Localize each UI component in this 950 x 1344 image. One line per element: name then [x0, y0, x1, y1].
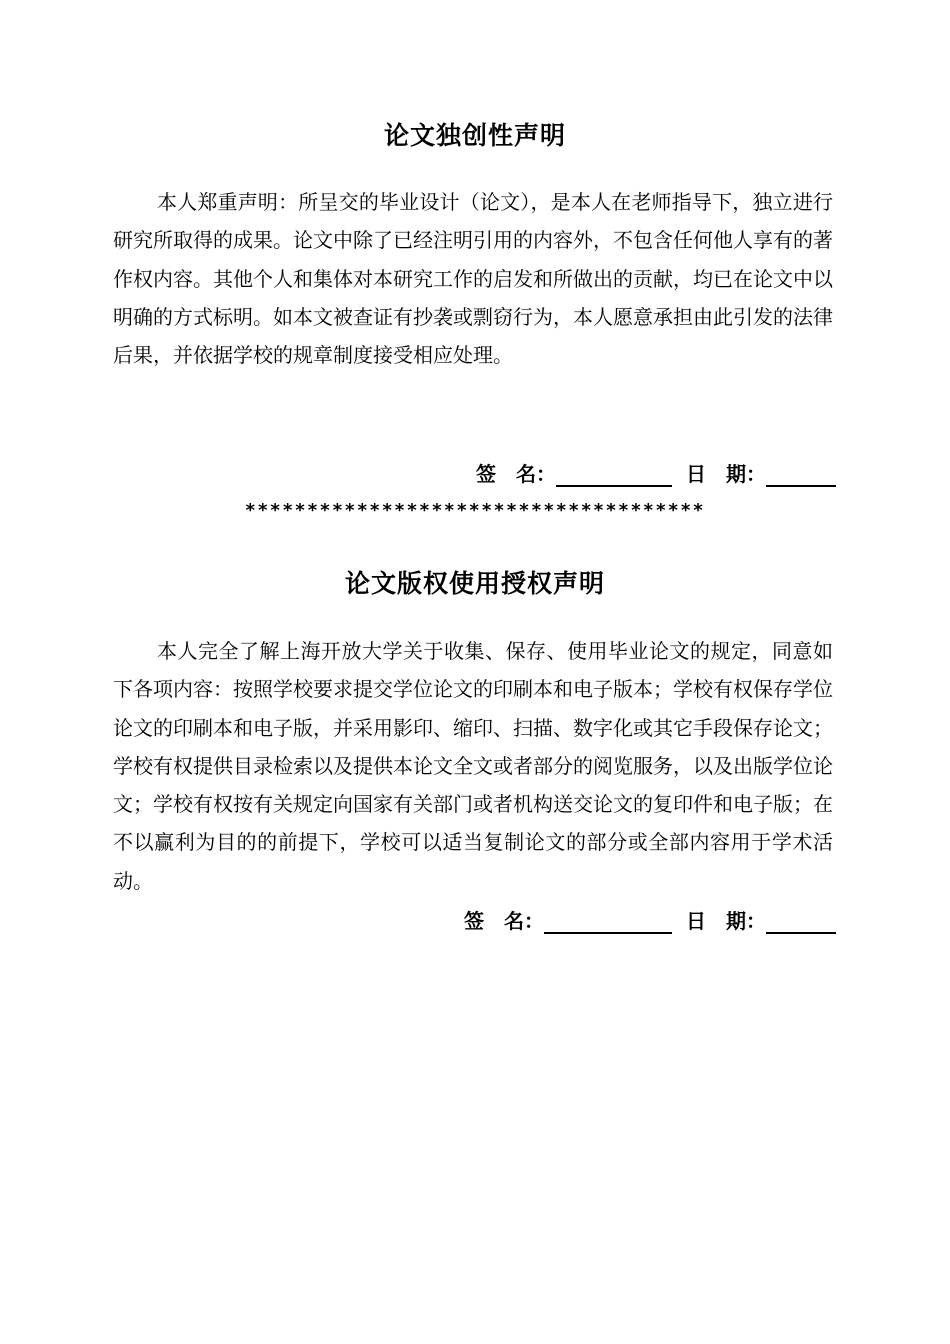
separator-stars: *************************************	[244, 500, 706, 521]
date-blank	[766, 912, 836, 934]
originality-title: 论文独创性声明	[383, 121, 566, 150]
copyright-signature-line	[464, 905, 836, 934]
originality-signature-line	[476, 458, 836, 487]
sign-blank	[556, 465, 672, 487]
date-label: 日 期：	[686, 462, 766, 486]
date-blank	[766, 465, 836, 487]
sign-blank	[544, 912, 672, 934]
sign-label: 签 名：	[464, 909, 544, 933]
sign-label: 签 名：	[476, 462, 556, 486]
originality-body: 本人郑重声明：所呈交的毕业设计（论文），是本人在老师指导下，独立进行研究所取得的成果。论文中除了已经注明引用的内容外，不包含任何他人享有的著作权内容。其他个人和集体对本研究工作的启发和所做出的贡献，均已在论文中以明确的方式标明。如本文被查证有抄袭或剽窃行为，本人愿意承担由此引发的法律后果，并依据学校的规章制度接受相应处理。	[113, 190, 833, 368]
date-label: 日 期：	[686, 909, 766, 933]
copyright-body: 本人完全了解上海开放大学关于收集、保存、使用毕业论文的规定，同意如下各项内容：按照学校要求提交学位论文的印刷本和电子版本；学校有权保存学位论文的印刷本和电子版，并采用影印、缩印、扫描、数字化或其它手段保存论文；学校有权提供目录检索以及提供本论文全文或者部分的阅览服务，以及出版学位论文；学校有权按有关规定向国家有关部门或者机构送交论文的复印件和电子版；在不以赢利为目的的前提下，学校可以适当复制论文的部分或全部内容用于学术活动。	[113, 639, 833, 893]
copyright-title: 论文版权使用授权声明	[344, 569, 605, 598]
